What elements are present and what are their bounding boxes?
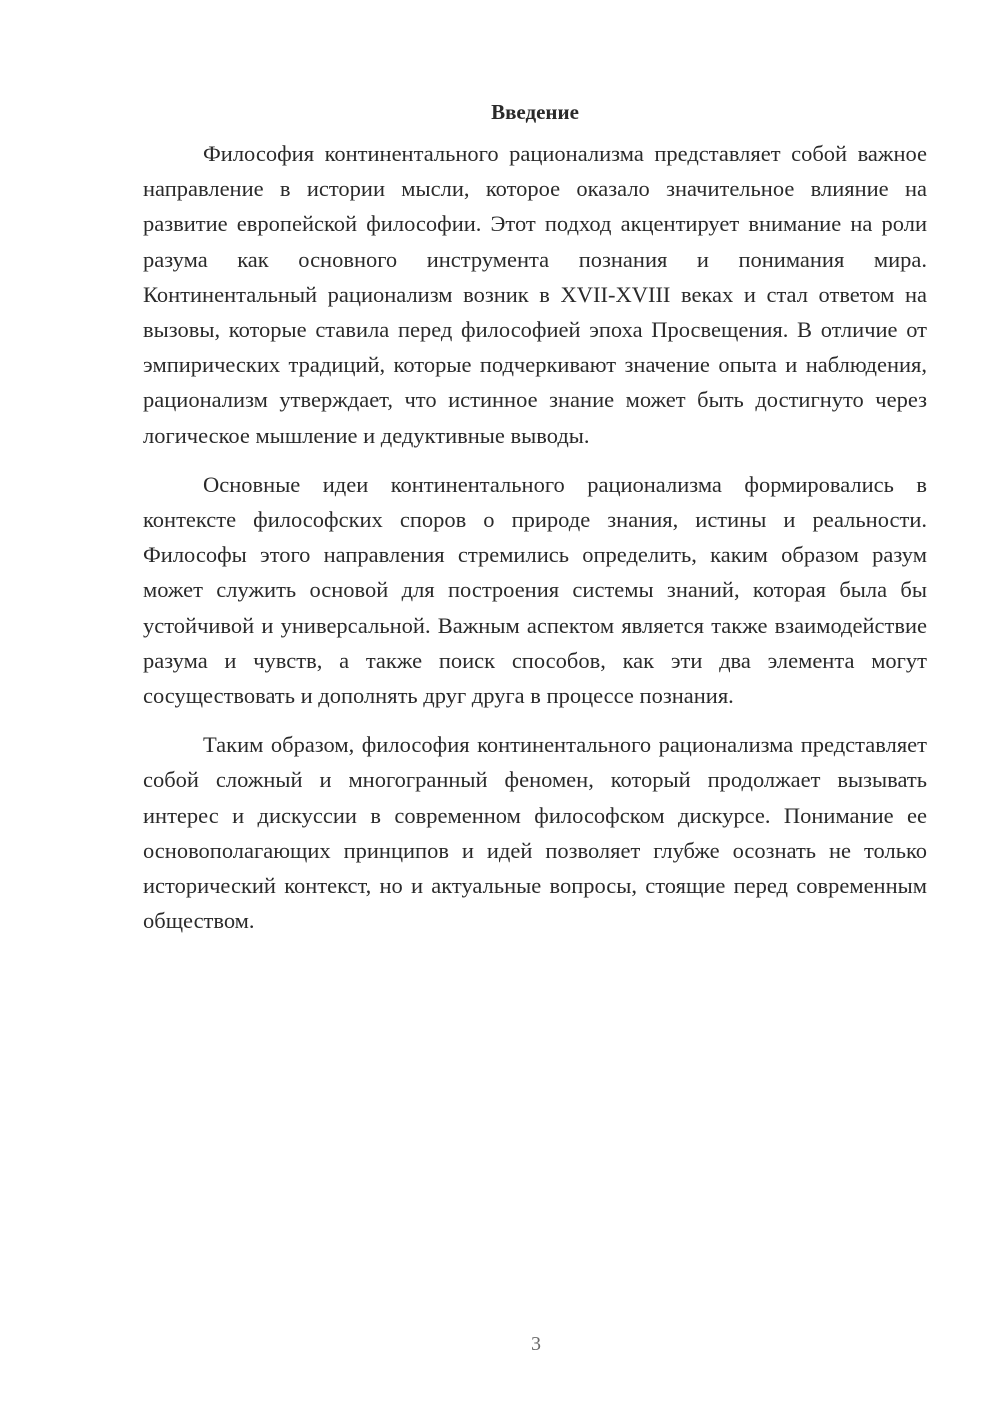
document-body xyxy=(143,97,927,952)
paragraph-1: Философия континентального рационализма представляет собой важное направление в истории мысли, которое оказало значительное влияние на развитие европейской философии. Этот подход акцентирует внимание на роли разума как основного инструмента познания и понимания мира. Континентальный рационализм возник в XVII-XVIII веках и стал ответом на вызовы, которые ставила перед философией эпоха Просвещения. В отличие от эмпирических традиций, которые подчеркивают значение опыта и наблюдения, рационализм утверждает, что истинное знание может быть достигнуто через логическое мышление и дедуктивные выводы. xyxy=(143,141,927,448)
section-heading: Введение xyxy=(491,100,579,124)
paragraph-3: Таким образом, философия континентального рационализма представляет собой сложный и многогранный феномен, который продолжает вызывать интерес и дискуссии в современном философском дискурсе. Понимание ее основополагающих принципов и идей позволяет глубже осознать не только исторический контекст, но и актуальные вопросы, стоящие перед современным обществом. xyxy=(143,732,927,934)
page-number: 3 xyxy=(531,1333,541,1355)
paragraph-2: Основные идеи континентального рационализма формировались в контексте философских споров о природе знания, истины и реальности. Философы этого направления стремились определить, каким образом разум может служить основой для построения системы знаний, которая была бы устойчивой и универсальной. Важным аспектом является также взаимодействие разума и чувств, а также поиск способов, как эти два элемента могут сосуществовать и дополнять друг друга в процессе познания. xyxy=(143,471,927,709)
